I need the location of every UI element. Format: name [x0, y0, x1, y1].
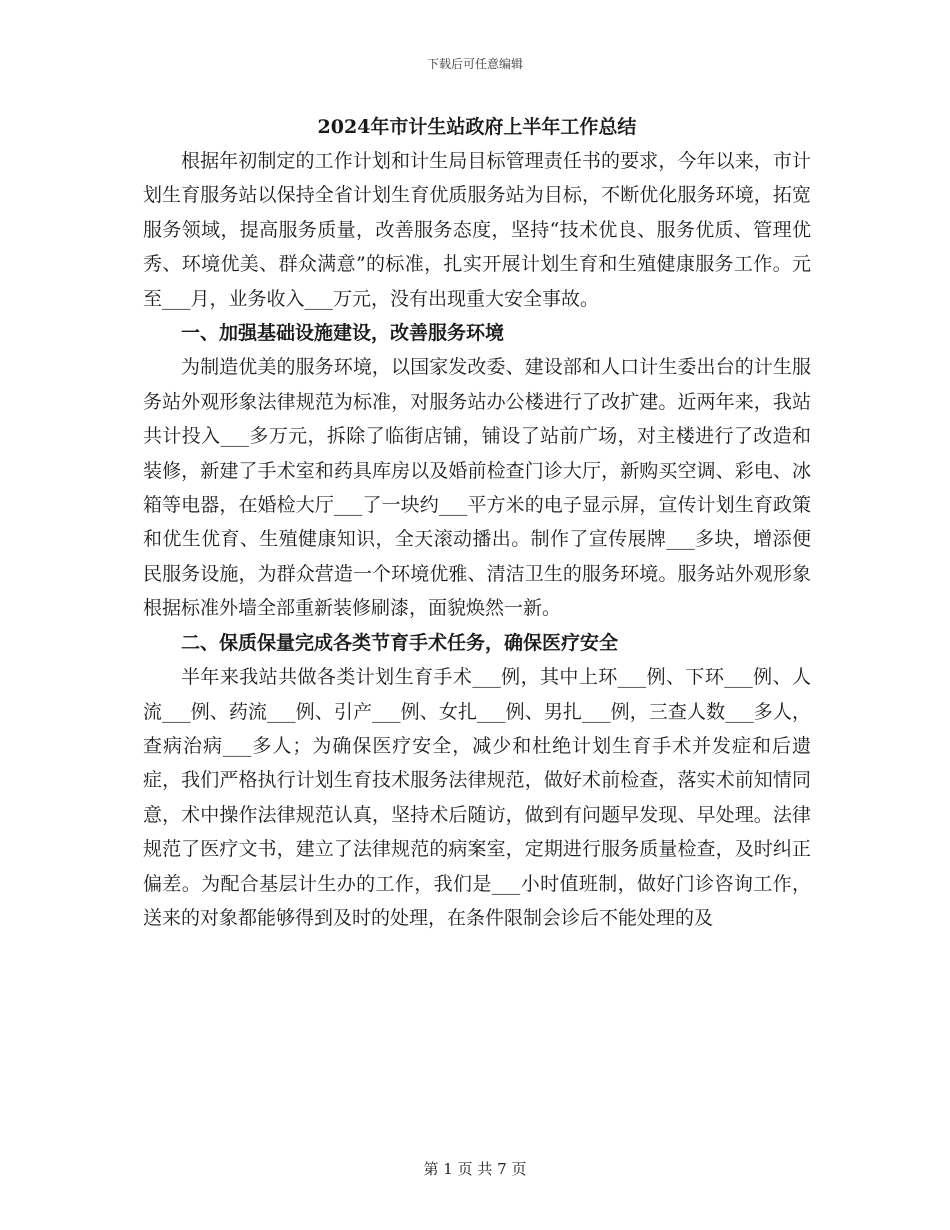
intro-paragraph: 根据年初制定的工作计划和计生局目标管理责任书的要求，今年以来，市计划生育服务站以保持全省计划生育优质服务站为目标，不断优化服务环境，拓宽服务领域，提高服务质量，改善服务态度，坚持“技术优良、服务优质、管理优秀、环境优美、群众满意”的标准，扎实开展计划生育和生殖健康服务工作。元至___月，业务收入___万元，没有出现重大安全事故。 [143, 150, 811, 310]
document-title: 2024年市计生站政府上半年工作总结 [317, 116, 637, 138]
section-1-heading: 一、加强基础设施建设，改善服务环境 [181, 322, 505, 345]
page-footer: 第 1 页 共 7 页 [423, 1160, 527, 1178]
section-1-paragraph: 为制造优美的服务环境，以国家发改委、建设部和人口计生委出台的计生服务站外观形象法律规范为标准，对服务站办公楼进行了改扩建。近两年来，我站共计投入___多万元，拆除了临街店铺，铺设了站前广场，对主楼进行了改造和装修，新建了手术室和药具库房以及婚前检查门诊大厅，新购买空调、彩电、冰箱等电器，在婚检大厅___了一块约___平方米的电子显示屏，宣传计划生育政策和优生优育、生殖健康知识，全天滚动播出。制作了宣传展牌___多块，增添便民服务设施，为群众营造一个环境优雅、清洁卫生的服务环境。服务站外观形象根据标准外墙全部重新装修刷漆，面貌焕然一新。 [143, 356, 811, 620]
document-body [143, 110, 811, 935]
section-2-paragraph: 半年来我站共做各类计划生育手术___例，其中上环___例、下环___例、人流___例、药流___例、引产___例、女扎___例、男扎___例，三查人数___多人，查病治病___多人；为确保医疗安全，减少和杜绝计划生育手术并发症和后遗症，我们严格执行计划生育技术服务法律规范，做好术前检查，落实术前知情同意，术中操作法律规范认真，坚持术后随访，做到有问题早发现、早处理。法律规范了医疗文书，建立了法律规范的病案室，定期进行服务质量检查，及时纠正偏差。为配合基层计生办的工作，我们是___小时值班制，做好门诊咨询工作，送来的对象都能够得到及时的处理，在条件限制会诊后不能处理的及 [143, 666, 811, 929]
section-2-heading: 二、保质保量完成各类节育手术任务，确保医疗安全 [181, 631, 619, 654]
header-note: 下载后可任意编辑 [426, 57, 523, 71]
